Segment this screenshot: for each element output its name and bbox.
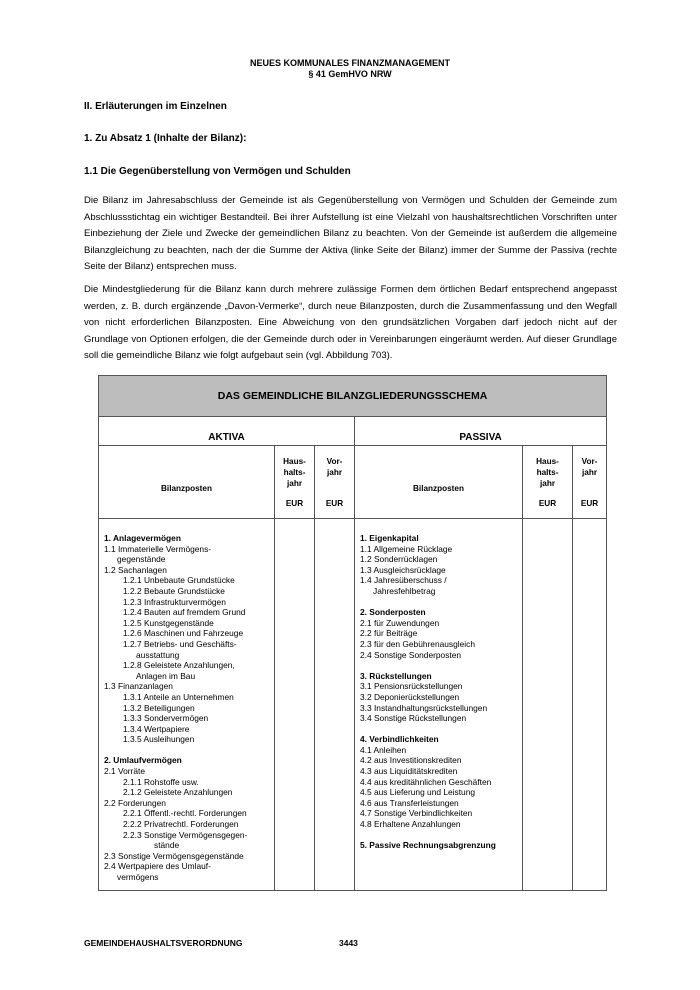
bilanz-schema-table (98, 375, 607, 891)
passiva-haushaltsjahr-values (523, 519, 573, 891)
currency-label: EUR (285, 499, 304, 508)
list-item: 4.4 aus kreditähnlichen Geschäften (360, 776, 492, 787)
list-item: 1.4 Jahresüberschuss / (360, 575, 447, 586)
list-item: 2.2.3 Sonstige Vermögensgegen- (123, 829, 248, 840)
schema-title: DAS GEMEINDLICHE BILANZGLIEDERUNGSSCHEMA (99, 376, 607, 417)
aktiva-vorjahr-header (315, 446, 355, 519)
subsubsection-heading: 1.1 Die Gegenüberstellung von Vermögen und Schulden (84, 166, 351, 177)
list-item: 1.2 Sonderrücklagen (360, 554, 438, 565)
list-item: Jahresfehlbetrag (373, 585, 436, 596)
list-item: 2.2 für Beiträge (360, 628, 418, 639)
list-item: stände (154, 840, 180, 851)
column-label: Haus- halts- jahr (536, 457, 559, 488)
list-item: Anlagen im Bau (136, 670, 196, 681)
currency-label: EUR (538, 499, 557, 508)
passiva-header: PASSIVA (355, 417, 607, 446)
list-item: 1.3.4 Wertpapiere (123, 723, 190, 734)
list-item: 2.2.2 Privatrechtl. Forderungen (123, 819, 239, 830)
list-item: 3.2 Deponierückstellungen (360, 691, 460, 702)
aktiva-vorjahr-values (315, 519, 355, 891)
group-heading: 2. Umlaufvermögen (104, 755, 182, 766)
list-item: 1.2.6 Maschinen und Fahrzeuge (123, 628, 244, 639)
spacer (360, 660, 522, 671)
group-heading: 5. Passive Rechnungsabgrenzung (360, 840, 496, 851)
column-label: Vor- jahr (326, 457, 343, 477)
paragraph-2: Die Mindestgliederung für die Bilanz kann durch mehrere zulässige Formen dem örtlichen Bedarf entsprechend angepasst werden, z. B. durch ergänzende „Davon-Vermerke“, durch neue Bilanzposten, durch die Zusammenfassung und den Wegfall von nicht erforderlichen Bilanzposten. Eine Abweichung von den grundsätzlichen Vorgaben darf jedoch nicht auf der Grundlage von Optionen erfolgen, die der Gemeinde durch oder in Vereinbarungen eingeräumt werden. Auf dieser Grundlage soll die gemeindliche Bilanz wie folgt aufgebaut sein (vgl. Abbildung 703). (84, 284, 617, 362)
group-heading: 4. Verbindlichkeiten (360, 734, 439, 745)
list-item: 4.5 aus Lieferung und Leistung (360, 787, 476, 798)
aktiva-posten-header (99, 446, 275, 519)
list-item: 1.1 Immaterielle Vermögens- (104, 543, 212, 554)
subsection-heading: 1. Zu Absatz 1 (Inhalte der Bilanz): (84, 133, 247, 144)
header-subtitle: § 41 GemHVO NRW (308, 69, 392, 79)
list-item: 2.3 für den Gebührenausgleich (360, 638, 476, 649)
currency-label: EUR (580, 499, 599, 508)
list-item: ausstattung (136, 649, 180, 660)
list-item: 2.1.2 Geleistete Anzahlungen (123, 787, 233, 798)
list-item: 4.7 Sonstige Verbindlichkeiten (360, 808, 473, 819)
passiva-vorjahr-header (573, 446, 607, 519)
aktiva-haushaltsjahr-values (275, 519, 315, 891)
list-item: 4.2 aus Investitionskrediten (360, 755, 462, 766)
list-item: 2.3 Sonstige Vermögensgegenstände (104, 850, 244, 861)
list-item: 3.3 Instandhaltungsrückstellungen (360, 702, 488, 713)
page-header (0, 58, 700, 80)
list-item: 1.2.8 Geleistete Anzahlungen, (123, 660, 235, 671)
list-item: 2.2.1 Öffentl.-rechtl. Forderungen (123, 808, 247, 819)
currency-label: EUR (325, 499, 344, 508)
list-item: 4.8 Erhaltene Anzahlungen (360, 819, 461, 830)
column-label: Bilanzposten (413, 484, 464, 493)
passiva-vorjahr-values (573, 519, 607, 891)
list-item: 1.2.5 Kunstgegenstände (123, 617, 214, 628)
column-label: Vor- jahr (581, 457, 598, 477)
list-item: 1.2.4 Bauten auf fremdem Grund (123, 607, 246, 618)
list-item: 2.4 Wertpapiere des Umlauf- (104, 861, 211, 872)
list-item: 1.2.1 Unbebaute Grundstücke (123, 575, 235, 586)
spacer (104, 745, 274, 756)
aktiva-items (99, 519, 275, 891)
spacer (360, 724, 522, 735)
passiva-items (355, 519, 523, 891)
list-item: 1.3 Finanzanlagen (104, 681, 173, 692)
list-item: vermögens (117, 872, 159, 882)
list-item: 1.3.5 Ausleihungen (123, 734, 195, 745)
group-heading: 3. Rückstellungen (360, 670, 432, 681)
list-item: gegenstände (117, 554, 166, 565)
group-heading: 1. Anlagevermögen (104, 533, 181, 543)
spacer (360, 830, 522, 841)
list-item: 4.3 aus Liquiditätskrediten (360, 766, 458, 777)
header-title: NEUES KOMMUNALES FINANZMANAGEMENT (250, 58, 450, 68)
passiva-haushaltsjahr-header (523, 446, 573, 519)
list-item: 2.1 Vorräte (104, 766, 145, 777)
column-label: Bilanzposten (161, 484, 212, 493)
list-item: 1.2 Sachanlagen (104, 564, 167, 575)
list-item: 2.1.1 Rohstoffe usw. (123, 776, 199, 787)
aktiva-haushaltsjahr-header (275, 446, 315, 519)
group-heading: 2. Sonderposten (360, 607, 426, 618)
list-item: 4.6 aus Transferleistungen (360, 797, 459, 808)
list-item: 1.2.7 Betriebs- und Geschäfts- (123, 638, 237, 649)
list-item: 2.1 für Zuwendungen (360, 617, 440, 628)
list-item: 1.3.3 Sondervermögen (123, 713, 209, 724)
spacer (360, 597, 522, 608)
paragraph-1: Die Bilanz im Jahresabschluss der Gemeinde ist als Gegenüberstellung von Vermögen und Schulden der Gemeinde zum Abschlussstichtag ein wichtiger Bestandteil. Bei ihrer Aufstellung ist eine Vielzahl von haushaltsrechtlichen Vorschriften unter Einbeziehung der Ziele und Zwecke der gemeindlichen Bilanz zu beachten. Von der Gemeinde ist außerdem die allgemeine Bilanzgleichung zu beachten, nach der die Summe der Aktiva (linke Seite der Bilanz) immer der Summe der Passiva (rechte Seite der Bilanz) entsprechen muss. (84, 195, 617, 273)
list-item: 2.4 Sonstige Sonderposten (360, 649, 462, 660)
column-label: Haus- halts- jahr (283, 457, 306, 488)
list-item: 2.2 Forderungen (104, 797, 166, 808)
list-item: 4.1 Anleihen (360, 744, 407, 755)
list-item: 3.1 Pensionsrückstellungen (360, 681, 463, 692)
passiva-posten-header (355, 446, 523, 519)
list-item: 1.1 Allgemeine Rücklage (360, 543, 453, 554)
aktiva-header: AKTIVA (99, 417, 355, 446)
list-item: 1.3.2 Beteiligungen (123, 702, 195, 713)
list-item: 3.4 Sonstige Rückstellungen (360, 713, 467, 724)
page-number: 3443 (339, 938, 358, 948)
footer-title: GEMEINDEHAUSHALTSVERORDNUNG (84, 938, 243, 948)
list-item: 1.2.2 Bebaute Grundstücke (123, 585, 225, 596)
list-item: 1.3.1 Anteile an Unternehmen (123, 691, 234, 702)
list-item: 1.3 Ausgleichsrücklage (360, 564, 446, 575)
list-item: 1.2.3 Infrastrukturvermögen (123, 596, 226, 607)
group-heading: 1. Eigenkapital (360, 533, 419, 543)
section-heading: II. Erläuterungen im Einzelnen (84, 101, 227, 112)
